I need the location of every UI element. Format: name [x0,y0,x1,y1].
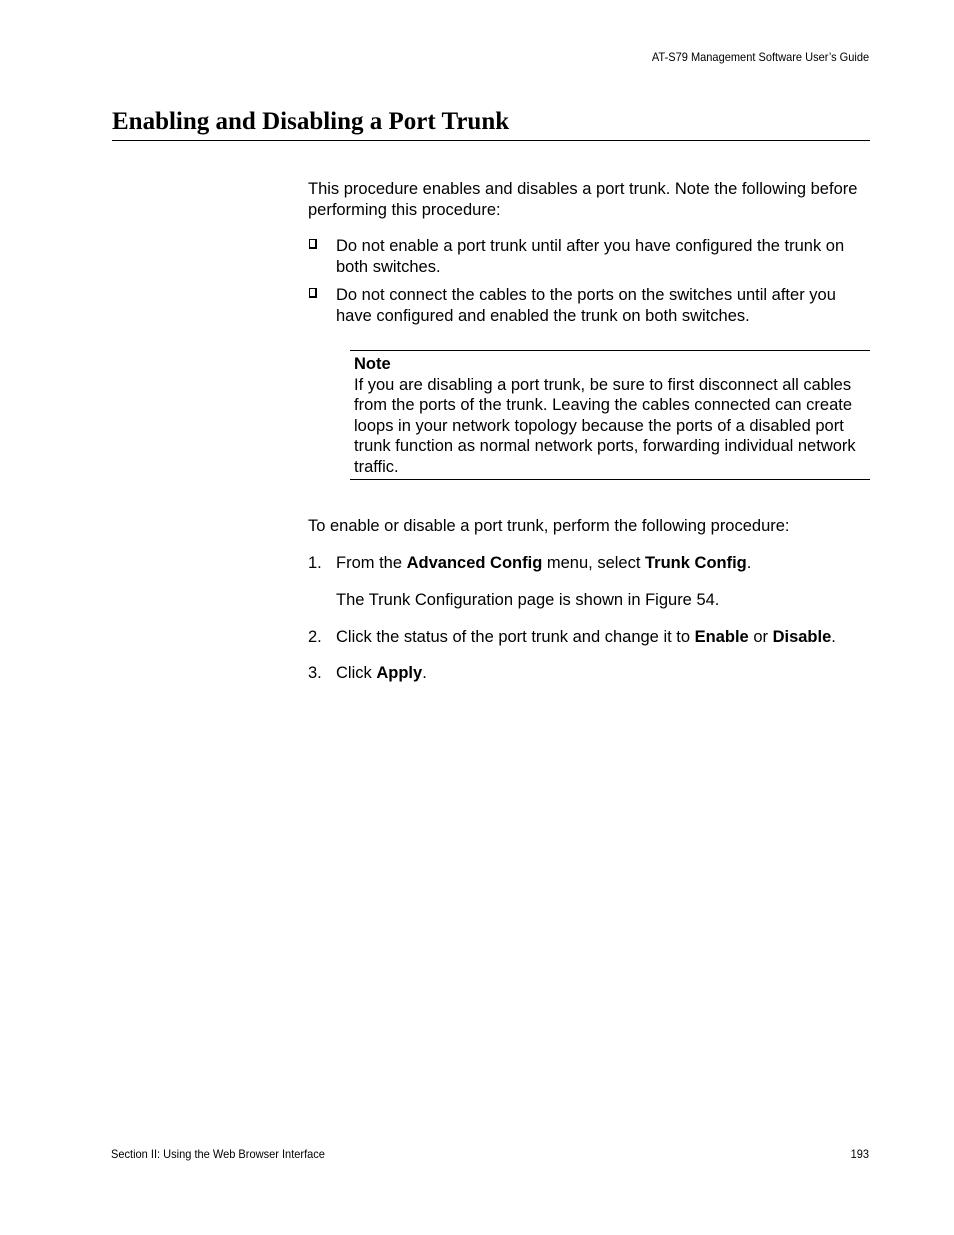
bullet-text: Do not connect the cables to the ports on the switches until after you have configured and enabled the trunk on both switches. [336,286,836,325]
step-item [308,663,870,684]
step-result: The Trunk Configuration page is shown in Figure 54. [336,591,720,609]
step-text: Click Apply. [336,664,427,682]
step-number: 2. [308,627,322,646]
note-text: If you are disabling a port trunk, be sure to first disconnect all cables from the ports of the trunk. Leaving the cables connected can create loops in your network topology because the ports of a disabled port trunk function as normal network ports, forwarding individual network traffic. [354,375,856,476]
option-disable: Disable [772,627,832,646]
checkbox-bullet-icon [309,239,317,249]
checkbox-bullet-icon [309,288,317,298]
procedure-lead: To enable or disable a port trunk, perform the following procedure: [308,517,790,535]
step-item [308,627,870,648]
procedure-steps [308,553,870,684]
menu-option: Trunk Config [645,553,747,572]
note-label: Note [354,355,391,373]
option-enable: Enable [694,627,749,646]
apply-label: Apply [376,664,423,682]
step-text: From the Advanced Config menu, select Trunk Config. [336,553,752,572]
list-item [308,236,870,277]
step-text: Click the status of the port trunk and change it to Enable or Disable. [336,627,836,646]
note-box [350,350,870,480]
title-rule [112,140,870,141]
page-number: 193 [850,1147,869,1161]
menu-name: Advanced Config [406,553,543,572]
step-number: 1. [308,553,322,572]
section-title: Enabling and Disabling a Port Trunk [112,108,510,135]
running-header: AT-S79 Management Software User’s Guide [651,50,869,64]
step-item [308,553,870,611]
body-content [308,179,870,700]
intro-paragraph: This procedure enables and disables a port trunk. Note the following before performing this procedure: [308,180,858,219]
prerequisite-list [308,236,870,326]
bullet-text: Do not enable a port trunk until after you have configured the trunk on both switches. [336,237,845,276]
step-number: 3. [308,664,322,682]
list-item [308,285,870,326]
footer-section-label: Section II: Using the Web Browser Interface [111,1147,325,1161]
